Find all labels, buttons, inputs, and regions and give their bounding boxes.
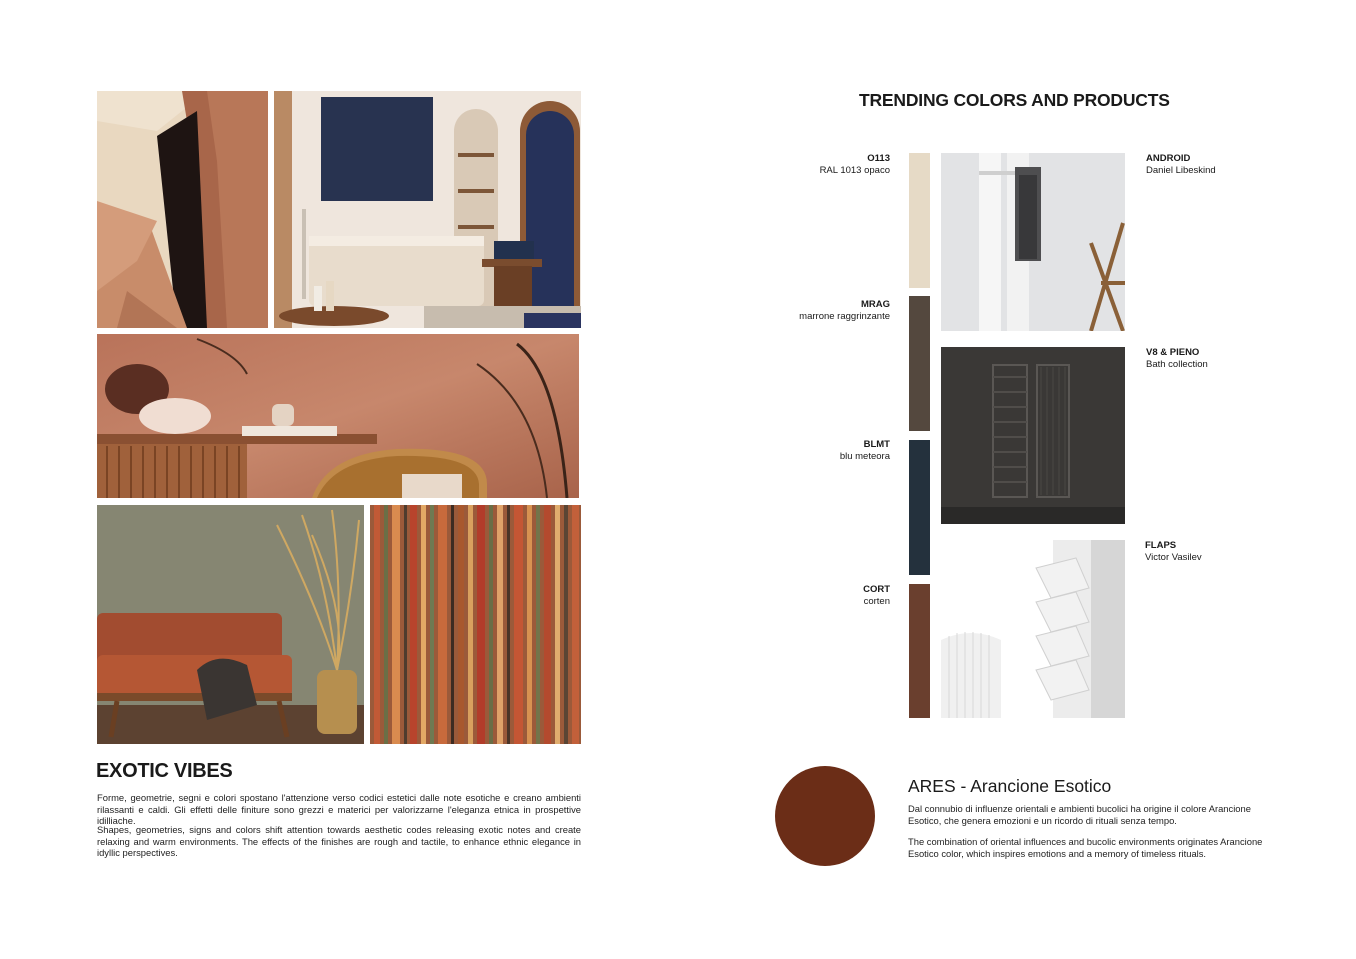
swatch-mrag <box>909 296 930 431</box>
product-designer: Bath collection <box>1146 359 1208 370</box>
terracotta-table-vignette-image <box>97 334 579 498</box>
striped-textile-image <box>370 505 581 744</box>
exotic-vibes-text-english: Shapes, geometries, signs and colors shift attention towards aesthetic codes releasing exotic notes and create relaxing and warm environments. The effects of the finishes are rough and tactile, to enhance ethnic elegance in idyllic perspectives. <box>97 824 581 859</box>
swatch-o113 <box>909 153 930 288</box>
living-room-sofa-image <box>97 505 364 744</box>
exotic-vibes-title: EXOTIC VIBES <box>96 760 233 782</box>
swatch-code: MRAG <box>860 299 890 310</box>
swatch-code: BLMT <box>863 439 890 450</box>
product-v8-pieno-image <box>941 347 1125 524</box>
product-flaps-image <box>941 540 1125 718</box>
exotic-vibes-text-italian: Forme, geometrie, segni e colori spostano l'attenzione verso codici estetici dalle note esotiche e creano ambienti rilassanti e caldi. Gli effetti delle finiture sono grezzi e materici per valorizzarne l'eleganza etnica in prospettive idilliache. <box>97 792 581 827</box>
swatch-name: RAL 1013 opaco <box>819 165 890 176</box>
product-designer: Daniel Libeskind <box>1146 165 1216 176</box>
swatch-label-blmt <box>840 439 890 463</box>
swatch-cort <box>909 584 930 718</box>
product-android-image <box>941 153 1125 331</box>
geometric-copper-panels-image <box>97 91 268 328</box>
product-label-v8-pieno <box>1146 347 1208 371</box>
ares-text-italian: Dal connubio di influenze orientali e ambienti bucolici ha origine il colore Arancione Esotico, che genera emozioni e un ricordo di rituali senza tempo. <box>908 803 1251 826</box>
product-name: ANDROID <box>1146 153 1191 164</box>
swatch-code: CORT <box>863 584 890 595</box>
ares-text-english: The combination of oriental influences and bucolic environments originates Arancione Esotico color, which inspires emotions and a memory of timeless rituals. <box>908 836 1263 859</box>
ares-title: ARES - Arancione Esotico <box>908 776 1112 796</box>
product-name: V8 & PIENO <box>1146 347 1200 358</box>
product-name: FLAPS <box>1145 540 1177 551</box>
swatch-code: O113 <box>867 153 890 164</box>
product-label-android <box>1146 153 1216 177</box>
swatch-blmt <box>909 440 930 575</box>
swatch-label-o113 <box>820 153 890 177</box>
swatch-label-cort <box>863 584 890 608</box>
product-label-flaps <box>1145 540 1202 564</box>
swatch-name: blu meteora <box>839 451 890 462</box>
bathroom-interior-image <box>274 91 581 328</box>
trending-title: TRENDING COLORS AND PRODUCTS <box>859 90 1170 110</box>
ares-color-circle <box>775 766 875 866</box>
swatch-name: marrone raggrinzante <box>799 311 890 322</box>
product-designer: Victor Vasilev <box>1145 552 1202 563</box>
swatch-label-mrag <box>799 299 890 323</box>
swatch-name: corten <box>863 596 890 607</box>
